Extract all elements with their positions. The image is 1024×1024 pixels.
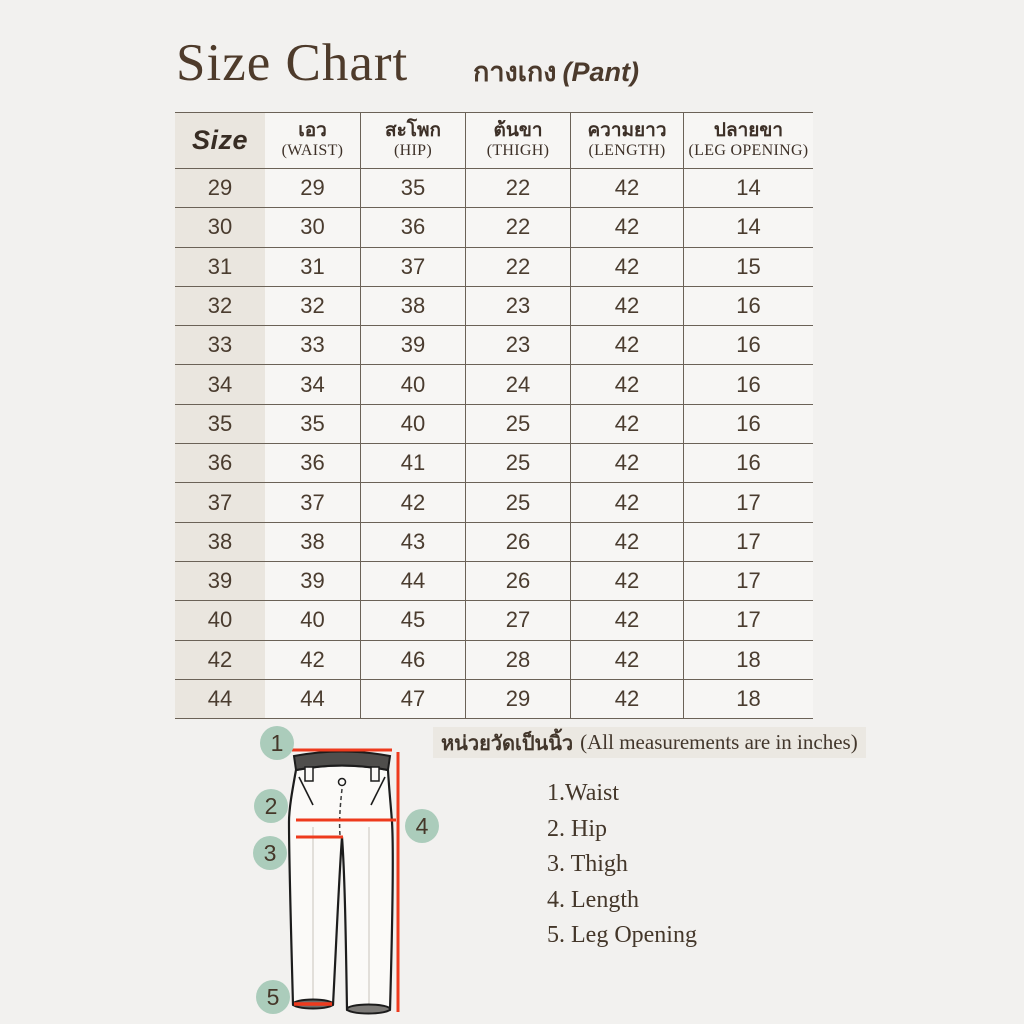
hip-cell: 43 xyxy=(360,523,465,562)
column-header-length xyxy=(570,113,683,169)
note-en: (All measurements are in inches) xyxy=(580,730,858,754)
hip-cell: 47 xyxy=(360,680,465,719)
length-cell: 42 xyxy=(570,601,683,640)
waist-cell: 30 xyxy=(265,208,360,247)
size-cell: 34 xyxy=(175,365,265,404)
column-header-size xyxy=(175,113,265,169)
length-cell: 42 xyxy=(570,405,683,444)
measurement-legend xyxy=(547,776,697,954)
length-cell: 42 xyxy=(570,248,683,287)
leg-opening-cell: 14 xyxy=(683,169,813,208)
column-header-hip xyxy=(360,113,465,169)
hip-cell: 36 xyxy=(360,208,465,247)
thigh-cell: 25 xyxy=(465,444,570,483)
waist-header-en: (WAIST) xyxy=(281,142,344,160)
length-cell: 42 xyxy=(570,680,683,719)
thigh-cell: 26 xyxy=(465,562,570,601)
badge-length: 4 xyxy=(405,809,439,843)
hip-cell: 42 xyxy=(360,483,465,522)
thigh-cell: 22 xyxy=(465,169,570,208)
size-cell: 40 xyxy=(175,601,265,640)
length-cell: 42 xyxy=(570,641,683,680)
waist-cell: 34 xyxy=(265,365,360,404)
size-header-label: Size xyxy=(191,124,249,155)
size-cell: 30 xyxy=(175,208,265,247)
legend-item-thigh: 3. Thigh xyxy=(547,851,628,877)
thigh-cell: 23 xyxy=(465,287,570,326)
badge-thigh: 3 xyxy=(253,836,287,870)
waist-cell: 44 xyxy=(265,680,360,719)
page-title: Size Chart xyxy=(176,34,409,92)
subtitle-pant: (Pant) xyxy=(562,57,639,87)
thigh-cell: 28 xyxy=(465,641,570,680)
thigh-cell: 25 xyxy=(465,405,570,444)
leg-opening-cell: 15 xyxy=(683,248,813,287)
length-cell: 42 xyxy=(570,169,683,208)
hip-cell: 38 xyxy=(360,287,465,326)
size-cell: 35 xyxy=(175,405,265,444)
pants-illustration xyxy=(240,727,450,1023)
waist-cell: 33 xyxy=(265,326,360,365)
hip-cell: 44 xyxy=(360,562,465,601)
length-cell: 42 xyxy=(570,287,683,326)
thigh-header-en: (THIGH) xyxy=(486,142,550,160)
thigh-cell: 26 xyxy=(465,523,570,562)
size-cell: 38 xyxy=(175,523,265,562)
size-cell: 32 xyxy=(175,287,265,326)
hip-cell: 39 xyxy=(360,326,465,365)
hip-header-thai: สะโพก xyxy=(384,119,442,141)
legend-item-waist: 1.Waist xyxy=(547,780,620,806)
size-cell: 42 xyxy=(175,641,265,680)
waist-cell: 32 xyxy=(265,287,360,326)
leg-opening-header-en: (LEG OPENING) xyxy=(688,142,809,160)
thigh-cell: 24 xyxy=(465,365,570,404)
leg-opening-cell: 16 xyxy=(683,444,813,483)
hip-cell: 40 xyxy=(360,405,465,444)
badge-waist: 1 xyxy=(260,726,294,760)
length-cell: 42 xyxy=(570,208,683,247)
length-cell: 42 xyxy=(570,444,683,483)
leg-opening-cell: 16 xyxy=(683,365,813,404)
waist-cell: 39 xyxy=(265,562,360,601)
size-cell: 39 xyxy=(175,562,265,601)
waist-cell: 38 xyxy=(265,523,360,562)
waist-cell: 37 xyxy=(265,483,360,522)
column-header-waist xyxy=(265,113,360,169)
leg-opening-cell: 16 xyxy=(683,287,813,326)
hip-cell: 46 xyxy=(360,641,465,680)
hip-cell: 40 xyxy=(360,365,465,404)
size-cell: 44 xyxy=(175,680,265,719)
hip-cell: 35 xyxy=(360,169,465,208)
column-header-thigh xyxy=(465,113,570,169)
length-header-en: (LENGTH) xyxy=(588,142,666,160)
leg-opening-cell: 14 xyxy=(683,208,813,247)
thigh-cell: 22 xyxy=(465,208,570,247)
size-cell: 31 xyxy=(175,248,265,287)
pants-measurement-diagram xyxy=(240,727,450,1023)
size-table xyxy=(175,112,813,719)
thigh-cell: 22 xyxy=(465,248,570,287)
leg-opening-cell: 17 xyxy=(683,601,813,640)
waist-header-thai: เอว xyxy=(298,119,327,141)
hip-header-en: (HIP) xyxy=(394,142,432,160)
waist-cell: 40 xyxy=(265,601,360,640)
thigh-cell: 27 xyxy=(465,601,570,640)
length-cell: 42 xyxy=(570,523,683,562)
legend-item-length: 4. Length xyxy=(547,886,639,913)
leg-opening-cell: 16 xyxy=(683,405,813,444)
leg-opening-cell: 17 xyxy=(683,483,813,522)
length-cell: 42 xyxy=(570,562,683,601)
thigh-header-thai: ต้นขา xyxy=(493,119,543,141)
length-cell: 42 xyxy=(570,365,683,404)
leg-opening-cell: 17 xyxy=(683,562,813,601)
hip-cell: 45 xyxy=(360,601,465,640)
measurement-note xyxy=(433,727,866,758)
thigh-cell: 25 xyxy=(465,483,570,522)
column-header-leg-opening xyxy=(683,113,813,169)
leg-opening-cell: 18 xyxy=(683,680,813,719)
size-cell: 33 xyxy=(175,326,265,365)
length-cell: 42 xyxy=(570,483,683,522)
hip-cell: 37 xyxy=(360,248,465,287)
length-cell: 42 xyxy=(570,326,683,365)
waist-cell: 35 xyxy=(265,405,360,444)
leg-opening-cell: 17 xyxy=(683,523,813,562)
leg-opening-cell: 18 xyxy=(683,641,813,680)
badge-hip: 2 xyxy=(254,789,288,823)
thigh-cell: 23 xyxy=(465,326,570,365)
hip-cell: 41 xyxy=(360,444,465,483)
length-header-thai: ความยาว xyxy=(587,119,667,141)
waist-cell: 36 xyxy=(265,444,360,483)
subtitle-thai: กางเกง xyxy=(473,57,557,87)
size-cell: 29 xyxy=(175,169,265,208)
note-thai: หน่วยวัดเป็นนิ้ว xyxy=(441,732,574,755)
badge-leg-opening: 5 xyxy=(256,980,290,1014)
legend-item-leg-opening: 5. Leg Opening xyxy=(547,922,697,948)
waist-cell: 31 xyxy=(265,248,360,287)
thigh-cell: 29 xyxy=(465,680,570,719)
leg-opening-header-thai: ปลายขา xyxy=(713,119,784,141)
legend-item-hip: 2. Hip xyxy=(547,815,607,842)
size-cell: 36 xyxy=(175,444,265,483)
page-subtitle xyxy=(473,56,639,88)
waist-cell: 42 xyxy=(265,641,360,680)
size-cell: 37 xyxy=(175,483,265,522)
waist-cell: 29 xyxy=(265,169,360,208)
leg-opening-cell: 16 xyxy=(683,326,813,365)
